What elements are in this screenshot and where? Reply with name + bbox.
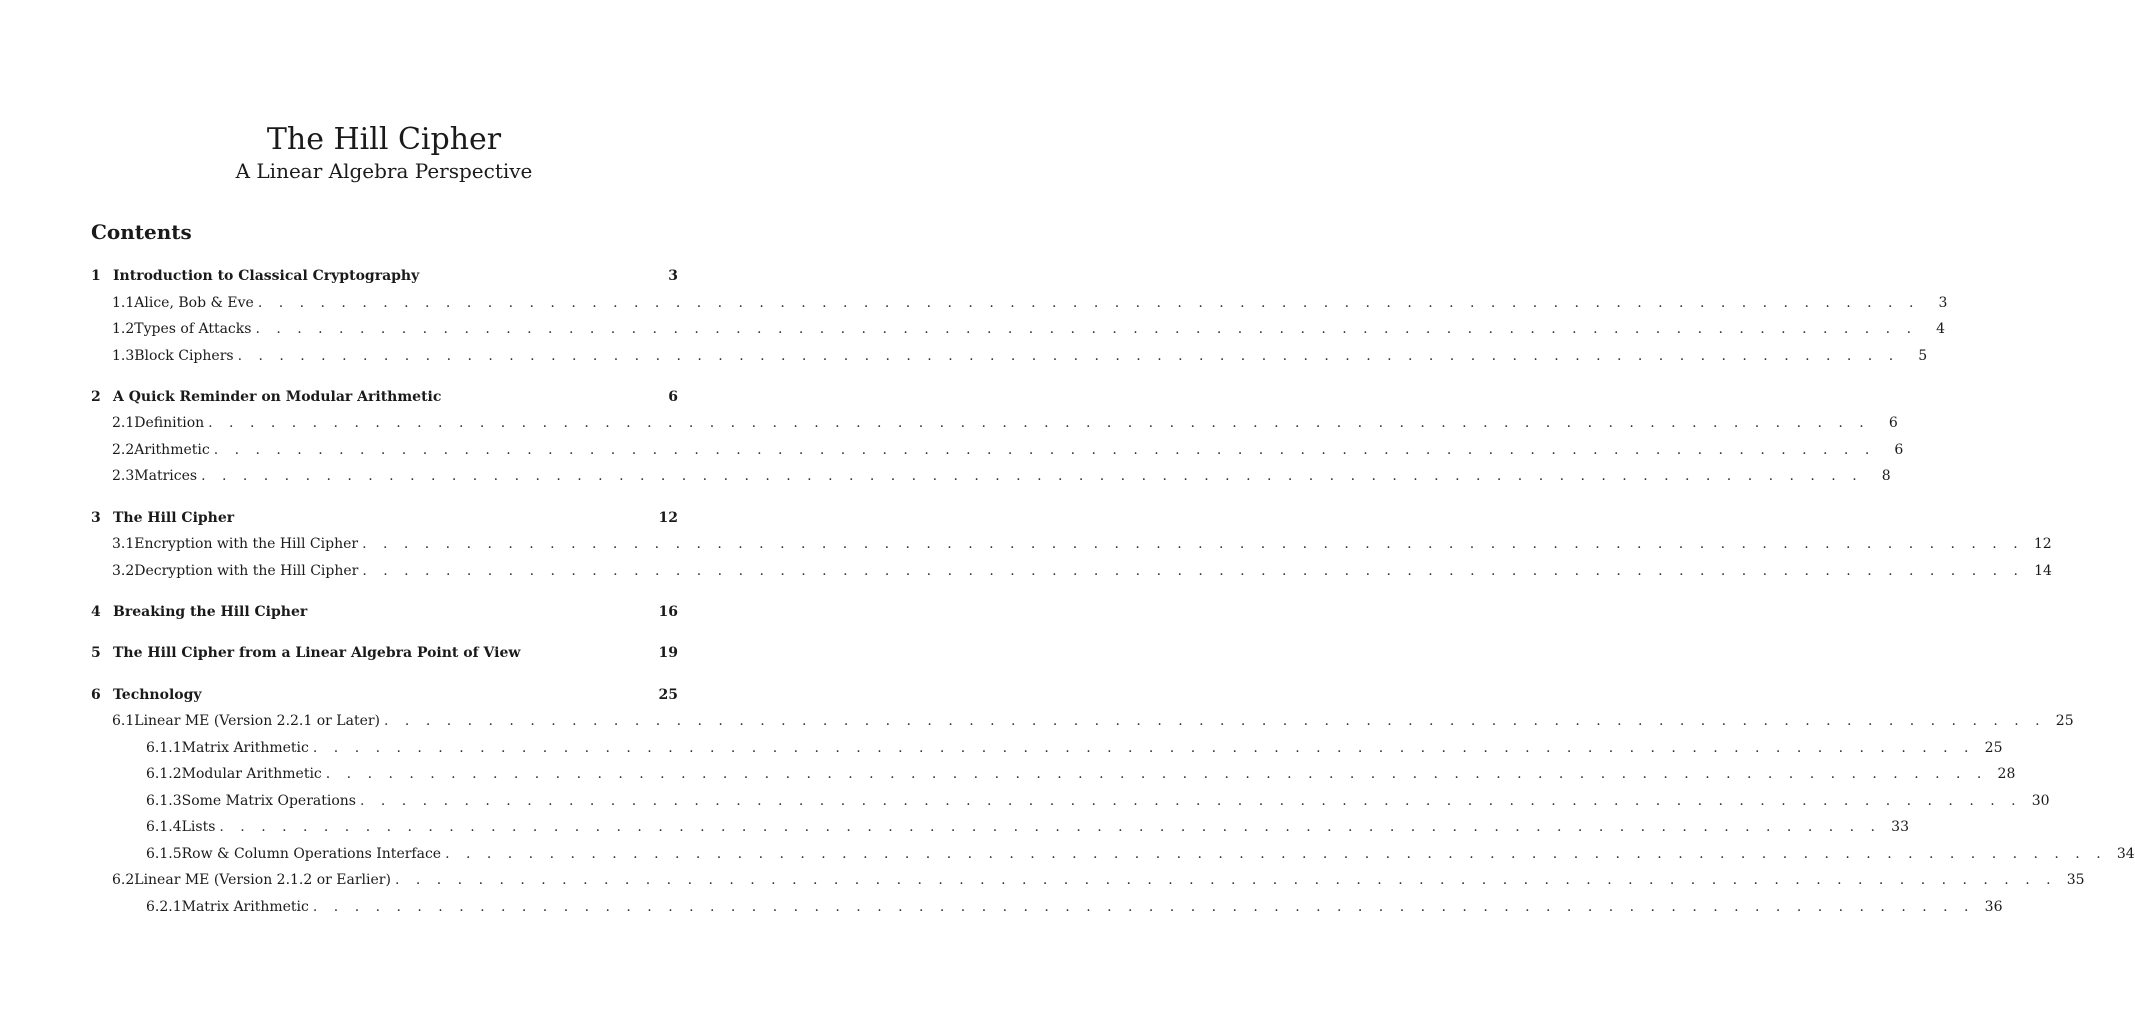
- toc-number: 2.2: [112, 442, 135, 458]
- toc-leader-dots: . . . . . . . . . . . . . . . . . . . . . . . . . . . . . . . . . . . . . . . . . . . . . . . . . . . . . . . . . . . . . . . . . . . . . . . . . . . . . . . .: [237, 348, 1900, 364]
- toc-number: 2.3: [112, 468, 135, 484]
- toc-number: 2: [91, 389, 101, 405]
- toc-label: A Quick Reminder on Modular Arithmetic: [113, 389, 442, 405]
- toc-section[interactable]: [91, 266, 678, 286]
- toc-number: 1.1: [112, 295, 135, 311]
- toc-label: Encryption with the Hill Cipher: [134, 536, 359, 552]
- toc-leader-dots: . . . . . . . . . . . . . . . . . . . . . . . . . . . . . . . . . . . . . . . . . . . . . . . . . . . . . . . . . . . . . . . . . . . . . . . . . . . . . . . .: [257, 295, 1920, 311]
- toc-leader-dots: . . . . . . . . . . . . . . . . . . . . . . . . . . . . . . . . . . . . . . . . . . . . . . . . . . . . . . . . . . . . . . . . . . . . . . . . . . . . . . . .: [312, 740, 1975, 756]
- toc-label: The Hill Cipher: [113, 510, 235, 526]
- toc-page-number: 28: [1997, 766, 2016, 782]
- toc-label: Linear ME (Version 2.1.2 or Earlier): [134, 872, 391, 888]
- toc-label: Some Matrix Operations: [181, 793, 356, 809]
- toc-page-number: 19: [658, 645, 678, 661]
- toc-number: 6.1: [112, 713, 135, 729]
- toc-leader-dots: . . . . . . . . . . . . . . . . . . . . . . . . . . . . . . . . . . . . . . . . . . . . . . . . . . . . . . . . . . . . . . . . . . . . . . . . . . . . . . . .: [359, 793, 2022, 809]
- toc-label: Matrix Arithmetic: [181, 740, 309, 756]
- toc-page-number: 25: [658, 687, 678, 703]
- toc-section[interactable]: [91, 387, 678, 407]
- toc-subsection[interactable]: [112, 413, 1898, 433]
- toc-page-number: 6: [668, 389, 678, 405]
- toc-leader-dots: . . . . . . . . . . . . . . . . . . . . . . . . . . . . . . . . . . . . . . . . . . . . . . . . . . . . . . . . . . . . . . . . . . . . . . . . . . . . . . . .: [208, 415, 1870, 431]
- toc-subsection[interactable]: [146, 817, 1909, 837]
- toc-page-number: 3: [1938, 295, 1948, 311]
- toc-subsection[interactable]: [112, 293, 1948, 313]
- toc-page-number: 34: [2116, 846, 2135, 862]
- toc-label: Linear ME (Version 2.2.1 or Later): [134, 713, 381, 729]
- toc-page-number: 3: [668, 268, 678, 284]
- toc-leader-dots: . . . . . . . . . . . . . . . . . . . . . . . . . . . . . . . . . . . . . . . . . . . . . . . . . . . . . . . . . . . . . . . . . . . . . . . . . . . . . . . .: [312, 899, 1975, 915]
- toc-leader-dots: . . . . . . . . . . . . . . . . . . . . . . . . . . . . . . . . . . . . . . . . . . . . . . . . . . . . . . . . . . . . . . . . . . . . . . . . . . . . . . . .: [255, 321, 1918, 337]
- toc-label: Lists: [181, 819, 216, 835]
- toc-number: 1.3: [112, 348, 135, 364]
- document-title: The Hill Cipher: [266, 122, 502, 157]
- toc-page-number: 36: [1984, 899, 2003, 915]
- toc-number: 4: [91, 604, 101, 620]
- toc-number: 6.1.2: [146, 766, 182, 782]
- toc-leader-dots: . . . . . . . . . . . . . . . . . . . . . . . . . . . . . . . . . . . . . . . . . . . . . . . . . . . . . . . . . . . . . . . . . . . . . . . . . . . . . . . .: [384, 713, 2046, 729]
- toc-leader-dots: . . . . . . . . . . . . . . . . . . . . . . . . . . . . . . . . . . . . . . . . . . . . . . . . . . . . . . . . . . . . . . . . . . . . . . . . . . . . . . . .: [201, 468, 1863, 484]
- toc-subsection[interactable]: [146, 844, 2135, 864]
- toc-leader-dots: . . . . . . . . . . . . . . . . . . . . . . . . . . . . . . . . . . . . . . . . . . . . . . . . . . . . . . . . . . . . . . . . . . . . . . . . . . . . . . . .: [394, 872, 2057, 888]
- toc-label: Arithmetic: [134, 442, 210, 458]
- toc-subsection[interactable]: [112, 440, 1904, 460]
- toc-subsection[interactable]: [112, 346, 1928, 366]
- toc-page-number: 33: [1891, 819, 1909, 835]
- toc-page-number: 25: [1984, 740, 2003, 756]
- toc-page-number: 6: [1888, 415, 1898, 431]
- toc-section[interactable]: [91, 602, 678, 622]
- toc-number: 6.1.4: [146, 819, 182, 835]
- toc-label: Introduction to Classical Cryptography: [113, 268, 420, 284]
- toc-leader-dots: . . . . . . . . . . . . . . . . . . . . . . . . . . . . . . . . . . . . . . . . . . . . . . . . . . . . . . . . . . . . . . . . . . . . . . . . . . . . . . . .: [362, 563, 2024, 579]
- toc-number: 3: [91, 510, 101, 526]
- toc-leader-dots: . . . . . . . . . . . . . . . . . . . . . . . . . . . . . . . . . . . . . . . . . . . . . . . . . . . . . . . . . . . . . . . . . . . . . . . . . . . . . . . .: [213, 442, 1876, 458]
- contents-heading: Contents: [91, 220, 192, 244]
- toc-subsection[interactable]: [112, 870, 2085, 890]
- toc-section[interactable]: [91, 643, 678, 663]
- toc-section[interactable]: [91, 508, 678, 528]
- toc-number: 1.2: [112, 321, 135, 337]
- toc-section[interactable]: [91, 685, 678, 705]
- toc-label: Row & Column Operations Interface: [181, 846, 442, 862]
- toc-page-number: 14: [2034, 563, 2052, 579]
- toc-label: Alice, Bob & Eve: [134, 295, 254, 311]
- toc-subsection[interactable]: [112, 466, 1891, 486]
- toc-number: 6.1.3: [146, 793, 182, 809]
- toc-page-number: 35: [2066, 872, 2085, 888]
- toc-subsection[interactable]: [112, 534, 2052, 554]
- toc-subsection[interactable]: [112, 561, 2052, 581]
- toc-number: 6: [91, 687, 101, 703]
- toc-leader-dots: . . . . . . . . . . . . . . . . . . . . . . . . . . . . . . . . . . . . . . . . . . . . . . . . . . . . . . . . . . . . . . . . . . . . . . . . . . . . . . . .: [219, 819, 1881, 835]
- toc-number: 2.1: [112, 415, 135, 431]
- toc-page-number: 5: [1918, 348, 1928, 364]
- toc-subsection[interactable]: [112, 319, 1946, 339]
- toc-leader-dots: . . . . . . . . . . . . . . . . . . . . . . . . . . . . . . . . . . . . . . . . . . . . . . . . . . . . . . . . . . . . . . . . . . . . . . . . . . . . . . . .: [362, 536, 2024, 552]
- toc-subsection[interactable]: [146, 791, 2050, 811]
- toc-label: Definition: [134, 415, 205, 431]
- toc-page-number: 12: [658, 510, 678, 526]
- toc-label: Breaking the Hill Cipher: [113, 604, 308, 620]
- toc-leader-dots: . . . . . . . . . . . . . . . . . . . . . . . . . . . . . . . . . . . . . . . . . . . . . . . . . . . . . . . . . . . . . . . . . . . . . . . . . . . . . . . .: [445, 846, 2107, 862]
- toc-subsection[interactable]: [112, 711, 2074, 731]
- toc-number: 3.2: [112, 563, 135, 579]
- toc-number: 6.2.1: [146, 899, 182, 915]
- toc-label: Matrices: [134, 468, 198, 484]
- toc-page-number: 8: [1881, 468, 1891, 484]
- toc-number: 6.2: [112, 872, 135, 888]
- toc-subsection[interactable]: [146, 897, 2003, 917]
- toc-label: The Hill Cipher from a Linear Algebra Point of View: [113, 645, 521, 661]
- toc-label: Decryption with the Hill Cipher: [134, 563, 359, 579]
- toc-number: 6.1.5: [146, 846, 182, 862]
- toc-label: Block Ciphers: [134, 348, 234, 364]
- toc-label: Modular Arithmetic: [181, 766, 322, 782]
- toc-leader-dots: . . . . . . . . . . . . . . . . . . . . . . . . . . . . . . . . . . . . . . . . . . . . . . . . . . . . . . . . . . . . . . . . . . . . . . . . . . . . . . . .: [325, 766, 1988, 782]
- toc-page-number: 6: [1894, 442, 1904, 458]
- toc-subsection[interactable]: [146, 738, 2003, 758]
- toc-number: 6.1.1: [146, 740, 182, 756]
- toc-page-number: 12: [2033, 536, 2052, 552]
- toc-number: 3.1: [112, 536, 135, 552]
- document-subtitle: A Linear Algebra Perspective: [235, 159, 533, 183]
- toc-label: Types of Attacks: [134, 321, 252, 337]
- toc-number: 1: [91, 268, 101, 284]
- toc-label: Technology: [113, 687, 202, 703]
- toc-subsection[interactable]: [146, 764, 2016, 784]
- toc-page-number: 25: [2055, 713, 2074, 729]
- toc-page-number: 16: [658, 604, 678, 620]
- toc-label: Matrix Arithmetic: [181, 899, 309, 915]
- toc-page-number: 4: [1936, 321, 1946, 337]
- toc-page-number: 30: [2031, 793, 2050, 809]
- toc-number: 5: [91, 645, 101, 661]
